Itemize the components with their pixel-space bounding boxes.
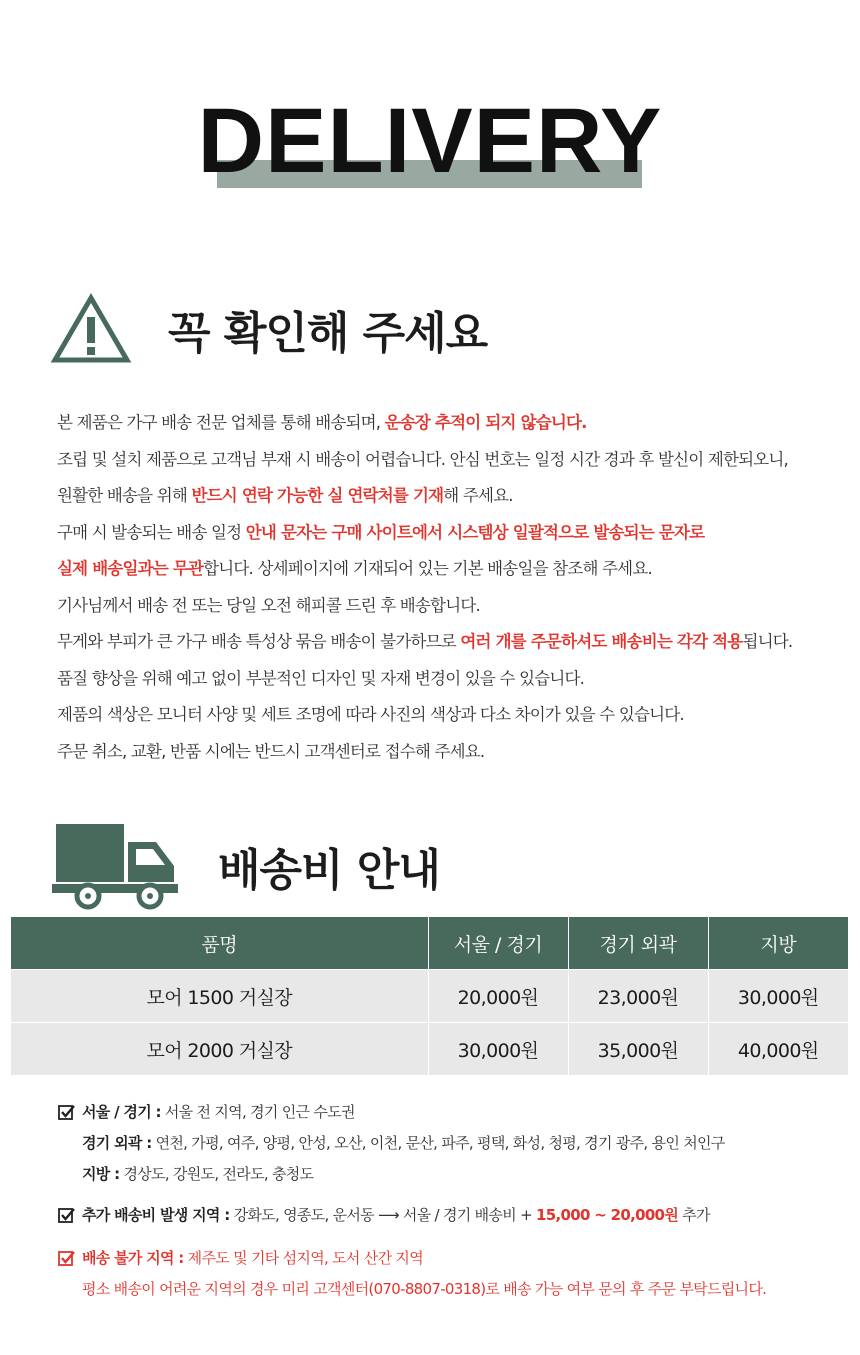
- zone-group-standard: [58, 1097, 848, 1190]
- notice-line: 실제 배송일과는 무관합니다. 상세페이지에 기재되어 있는 기본 배송일을 참조해 주세요.: [57, 559, 652, 578]
- fee-section-header: [52, 820, 440, 912]
- table-row: [11, 970, 848, 1023]
- zone-unavailable-note: 평소 배송이 어려운 지역의 경우 미리 고객센터(070-8807-0318)로 배송 가능 여부 문의 후 주문 부탁드립니다.: [82, 1280, 767, 1298]
- notice-list: [57, 405, 847, 770]
- zone-seoul: 서울 / 경기 : 서울 전 지역, 경기 인근 수도권: [82, 1103, 355, 1121]
- notice-heading: 꼭 확인해 주세요: [168, 308, 488, 359]
- product-name-cell: 모어 1500 거실장: [11, 970, 428, 1023]
- column-header: 지방: [708, 917, 848, 970]
- page-header: [0, 90, 860, 192]
- zone-unavailable: 배송 불가 지역 : 제주도 및 기타 섬지역, 도서 산간 지역: [82, 1249, 424, 1267]
- price-cell: 40,000원: [708, 1023, 848, 1076]
- column-header: 경기 외곽: [568, 917, 708, 970]
- truck-icon: [52, 820, 180, 912]
- table-row: [11, 1023, 848, 1076]
- zone-outer: 경기 외곽 : 연천, 가평, 여주, 양평, 안성, 오산, 이천, 문산, 파주, 평택, 화성, 청평, 경기 광주, 용인 처인구: [82, 1134, 725, 1152]
- price-cell: 30,000원: [708, 970, 848, 1023]
- checkbox-checked-icon: [58, 1104, 75, 1121]
- notice-line: 제품의 색상은 모니터 사양 및 세트 조명에 따라 사진의 색상과 다소 차이가 있을 수 있습니다.: [57, 705, 684, 724]
- notice-section-header: [50, 293, 487, 365]
- notice-line: 품질 향상을 위해 예고 없이 부분적인 디자인 및 자재 변경이 있을 수 있습니다.: [57, 668, 585, 688]
- notice-line: 원활한 배송을 위해 반드시 연락 가능한 실 연락처를 기재해 주세요.: [57, 486, 513, 505]
- price-cell: 23,000원: [568, 970, 708, 1023]
- fee-heading: 배송비 안내: [218, 845, 440, 896]
- product-name-cell: 모어 2000 거실장: [11, 1023, 428, 1076]
- table-header-row: [11, 917, 848, 970]
- price-cell: 35,000원: [568, 1023, 708, 1076]
- warning-triangle-icon: [50, 293, 132, 365]
- zone-group-unavailable: [58, 1243, 848, 1305]
- price-cell: 20,000원: [428, 970, 568, 1023]
- checkbox-checked-icon: [58, 1250, 75, 1267]
- checkbox-checked-icon: [58, 1207, 75, 1224]
- notice-line: 주문 취소, 교환, 반품 시에는 반드시 고객센터로 접수해 주세요.: [57, 741, 485, 761]
- shipping-zone-notes: [58, 1097, 848, 1305]
- zone-group-extra: [58, 1200, 848, 1231]
- shipping-fee-table: [11, 917, 848, 1075]
- notice-line: 무게와 부피가 큰 가구 배송 특성상 묶음 배송이 불가하므로 여러 개를 주문하셔도 배송비는 각각 적용됩니다.: [57, 632, 793, 651]
- page-title: DELIVERY: [197, 90, 663, 192]
- zone-local: 지방 : 경상도, 강원도, 전라도, 충청도: [82, 1165, 314, 1183]
- notice-line: 조립 및 설치 제품으로 고객님 부재 시 배송이 어렵습니다. 안심 번호는 일정 시간 경과 후 발신이 제한되오니,: [57, 449, 788, 469]
- column-header: 서울 / 경기: [428, 917, 568, 970]
- notice-line: 본 제품은 가구 배송 전문 업체를 통해 배송되며, 운송장 추적이 되지 않습니다.: [57, 413, 587, 432]
- notice-line: 기사님께서 배송 전 또는 당일 오전 해피콜 드린 후 배송합니다.: [57, 595, 480, 615]
- zone-extra: 추가 배송비 발생 지역 : 강화도, 영종도, 운서동 ⟶ 서울 / 경기 배송비 + 15,000 ~ 20,000원 추가: [82, 1206, 710, 1224]
- price-cell: 30,000원: [428, 1023, 568, 1076]
- arrow-right-icon: ⟶: [378, 1206, 399, 1224]
- notice-line: 구매 시 발송되는 배송 일정 안내 문자는 구매 사이트에서 시스템상 일괄적으로 발송되는 문자로: [57, 522, 705, 542]
- column-header: 품명: [11, 917, 428, 970]
